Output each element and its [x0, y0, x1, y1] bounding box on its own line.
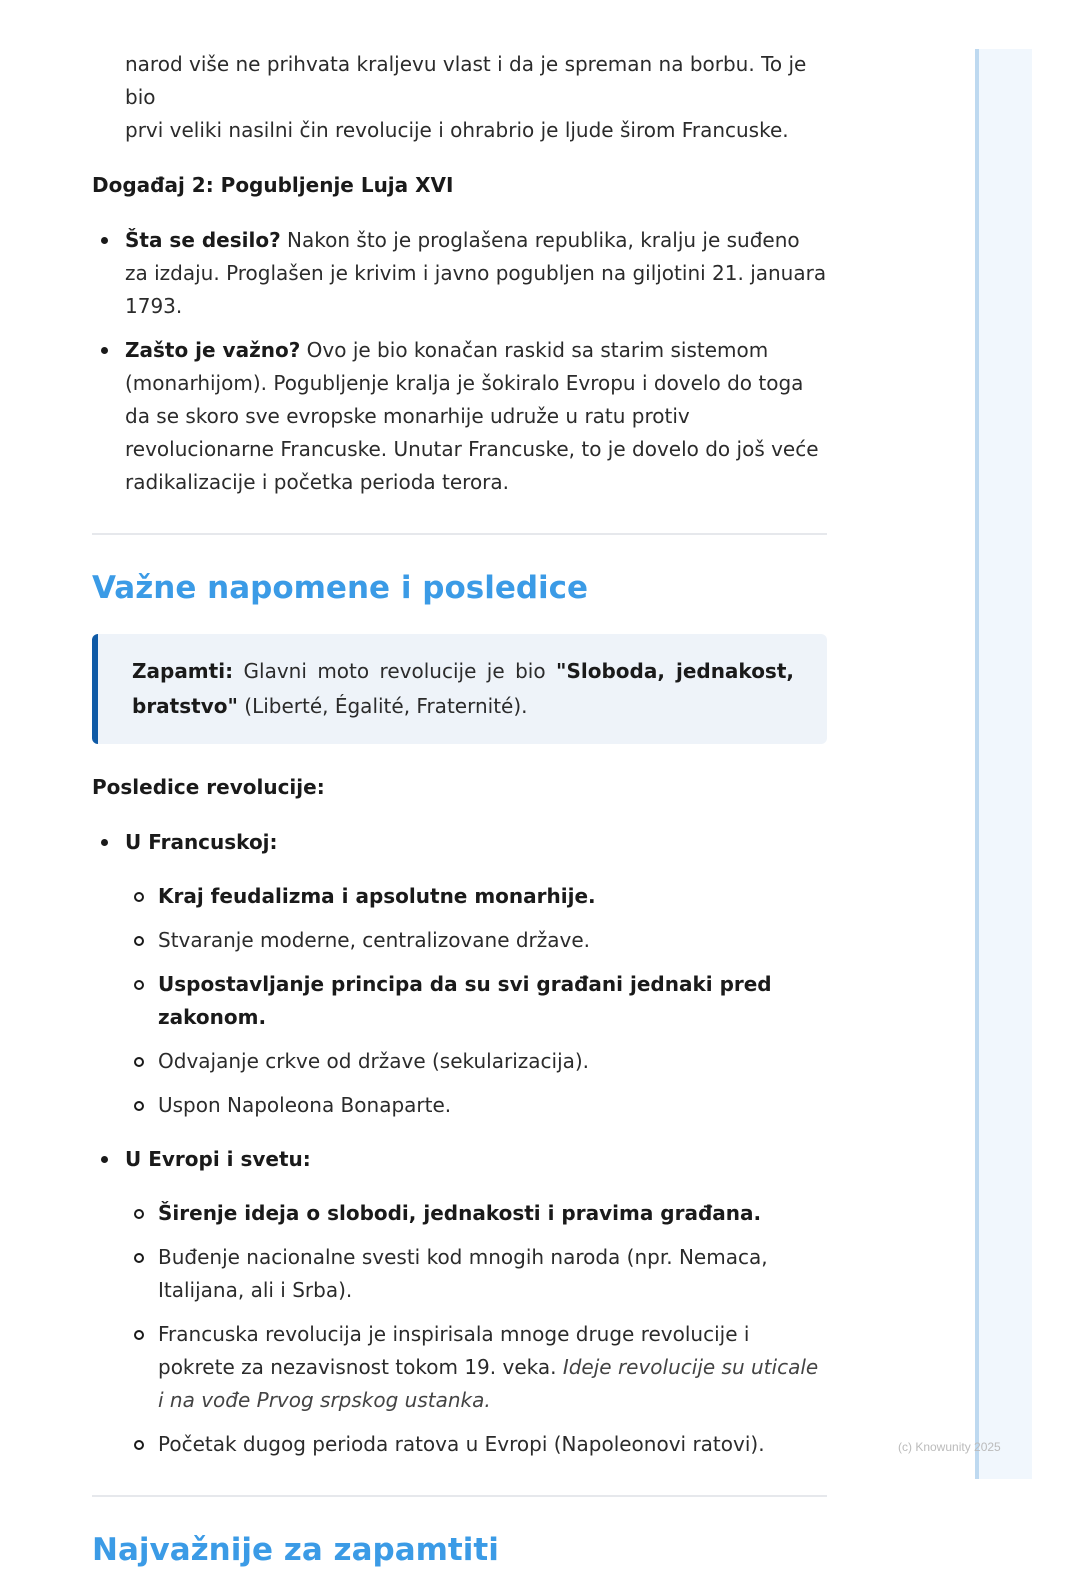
copyright-watermark: (c) Knowunity 2025 [898, 1440, 1001, 1454]
section-title-consequences: Važne napomene i posledice [92, 570, 589, 606]
callout-label: Zapamti: [132, 659, 234, 683]
list-item [92, 334, 827, 499]
section-title-key-takeaways: Najvažnije za zapamtiti [92, 1532, 499, 1568]
callout-motto: "Sloboda, jednakost, bratstvo" [132, 659, 794, 718]
europe-sublist [125, 1197, 827, 1461]
item-text: Uspon Napoleona Bonaparte. [158, 1093, 452, 1117]
list-item [92, 1143, 827, 1461]
list-item [125, 1241, 827, 1307]
event2-heading: Događaj 2: Pogubljenje Luja XVI [92, 173, 454, 197]
item-text: Širenje ideja o slobodi, jednakosti i pravima građana. [158, 1201, 762, 1225]
item-text: Uspostavljanje principa da su svi građani jednaki pred zakonom. [158, 972, 772, 1029]
list-item [125, 1197, 827, 1230]
list-item [125, 880, 827, 913]
item-text: Buđenje nacionalne svesti kod mnogih naroda (npr. Nemaca, Italijana, ali i Srba). [158, 1245, 768, 1302]
list-item [125, 968, 827, 1034]
callout-translation: (Liberté, Égalité, Fraternité). [237, 694, 528, 718]
callout-text: Glavni moto revolucije je bio [233, 659, 557, 683]
list-item [125, 1045, 827, 1078]
list-item [125, 1428, 827, 1461]
remember-callout [92, 634, 827, 744]
item-italic-note: Ideje revolucije su uticale i na vođe Prvog srpskog ustanka. [158, 1355, 819, 1412]
item-text: Stvaranje moderne, centralizovane države. [158, 928, 591, 952]
group-label-france: U Francuskoj: [125, 830, 278, 854]
group-label-europe: U Evropi i svetu: [125, 1147, 311, 1171]
list-item [92, 826, 827, 1122]
list-item [92, 224, 827, 323]
list-item [125, 924, 827, 957]
item-text: Nakon što je proglašena republika, kralju je suđeno za izdaju. Proglašen je krivim i javno pogubljen na giljotini 21. januara 1793. [125, 228, 827, 318]
consequences-heading: Posledice revolucije: [92, 775, 325, 799]
list-item [125, 1089, 827, 1122]
france-sublist [125, 880, 827, 1122]
section-divider [92, 1495, 827, 1497]
item-text: Francuska revolucija je inspirisala mnoge druge revolucije i pokrete za nezavisnost tokom 19. veka. [158, 1322, 750, 1379]
document-content [92, 48, 827, 1570]
intro-line-1: narod više ne prihvata kraljevu vlast i da je spreman na borbu. To je bio [125, 52, 807, 109]
intro-line-2: prvi veliki nasilni čin revolucije i ohrabrio je ljude širom Francuske. [125, 118, 789, 142]
consequences-list [92, 826, 827, 1461]
item-text: Početak dugog perioda ratova u Evropi (Napoleonovi ratovi). [158, 1432, 765, 1456]
item-label: Šta se desilo? [125, 228, 281, 252]
right-sidebar-panel [975, 49, 1032, 1479]
intro-paragraph [92, 48, 827, 147]
section-divider [92, 533, 827, 535]
item-text: Odvajanje crkve od države (sekularizacija). [158, 1049, 590, 1073]
item-text: Ovo je bio konačan raskid sa starim sistemom (monarhijom). Pogubljenje kralja je šokiralo Evropu i dovelo do toga da se skoro sve evropske monarhije udruže u ratu protiv revolucionarne Francuske. Unutar Francuske, to je dovelo do još veće radikalizacije i početka perioda terora. [125, 338, 819, 494]
item-text: Kraj feudalizma i apsolutne monarhije. [158, 884, 596, 908]
list-item [125, 1318, 827, 1417]
event2-list [92, 224, 827, 499]
item-label: Zašto je važno? [125, 338, 301, 362]
